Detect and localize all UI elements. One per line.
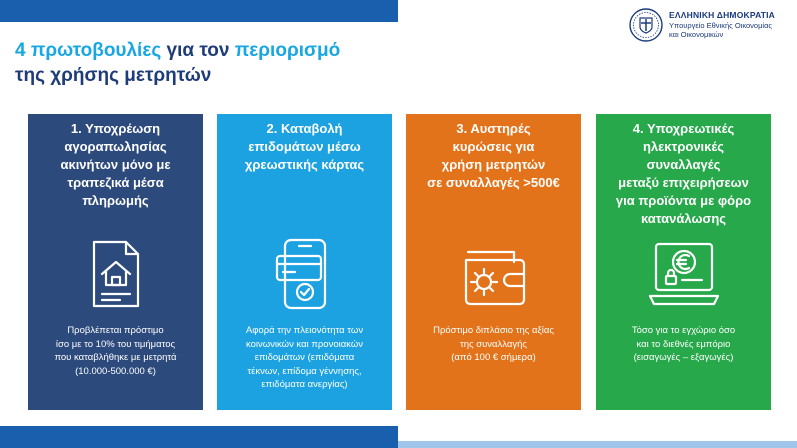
title-highlight-1: 4 πρωτοβουλίες xyxy=(15,40,162,61)
card-heading: 4. Υποχρεωτικές ηλεκτρονικές συναλλαγές μεταξύ επιχειρήσεων για προϊόντα με φόρο κατανάλωσης xyxy=(615,121,752,226)
card-description: Προβλέπεται πρόστιμο ίσο με το 10% του τιμήματος που καταβλήθηκε με μετρητά (10.000-500.000 €) xyxy=(54,325,177,377)
bottom-accent-stripe xyxy=(398,441,797,448)
card-cash-penalties xyxy=(406,114,581,410)
logo-subtitle-line1: Υπουργείο Εθνικής Οικονομίας xyxy=(669,21,773,30)
greek-emblem-icon xyxy=(629,8,663,42)
card-electronic-transactions xyxy=(596,114,771,410)
logo-title: ΕΛΛΗΝΙΚΗ ΔΗΜΟΚΡΑΤΙΑ xyxy=(669,10,776,20)
card-description: Αφορά την πλειονότητα των κοινωνικών και προνοιακών επιδομάτων (επιδόματα τέκνων, επίδομα γέννησης, επιδόματα ανεργίας) xyxy=(245,325,364,390)
card-heading: 3. Αυστηρές κυρώσεις για χρήση μετρητών σε συναλλαγές >500€ xyxy=(427,121,560,190)
government-logo xyxy=(629,8,789,50)
top-accent-bar xyxy=(0,0,398,22)
phone-card-payment-icon xyxy=(265,234,345,314)
laptop-euro-lock-icon xyxy=(644,234,724,314)
card-description: Πρόστιμο διπλάσιο της αξίας της συναλλαγής (από 100 € σήμερα) xyxy=(433,325,554,363)
title-connector: για τον xyxy=(161,40,235,61)
bottom-accent-bar xyxy=(0,426,398,448)
card-heading: 1. Υποχρέωση αγοραπωλησίας ακινήτων μόνο με τραπεζικά μέσα πληρωμής xyxy=(60,121,171,208)
card-property-transactions xyxy=(28,114,203,410)
title-highlight-2: περιορισμό xyxy=(234,40,341,61)
page-title xyxy=(15,38,340,88)
logo-subtitle-line2: και Οικονομικών xyxy=(669,30,724,39)
card-description: Τόσο για το εγχώριο όσο και το διεθνές εμπόριο (εισαγωγές – εξαγωγές) xyxy=(631,325,736,363)
property-document-icon xyxy=(76,234,156,314)
title-line2: της χρήσης μετρητών xyxy=(15,65,212,86)
wallet-gear-icon xyxy=(454,234,534,314)
card-heading: 2. Καταβολή επιδομάτων μέσω χρεωστικής κάρτας xyxy=(244,121,365,172)
card-debit-card-benefits xyxy=(217,114,392,410)
